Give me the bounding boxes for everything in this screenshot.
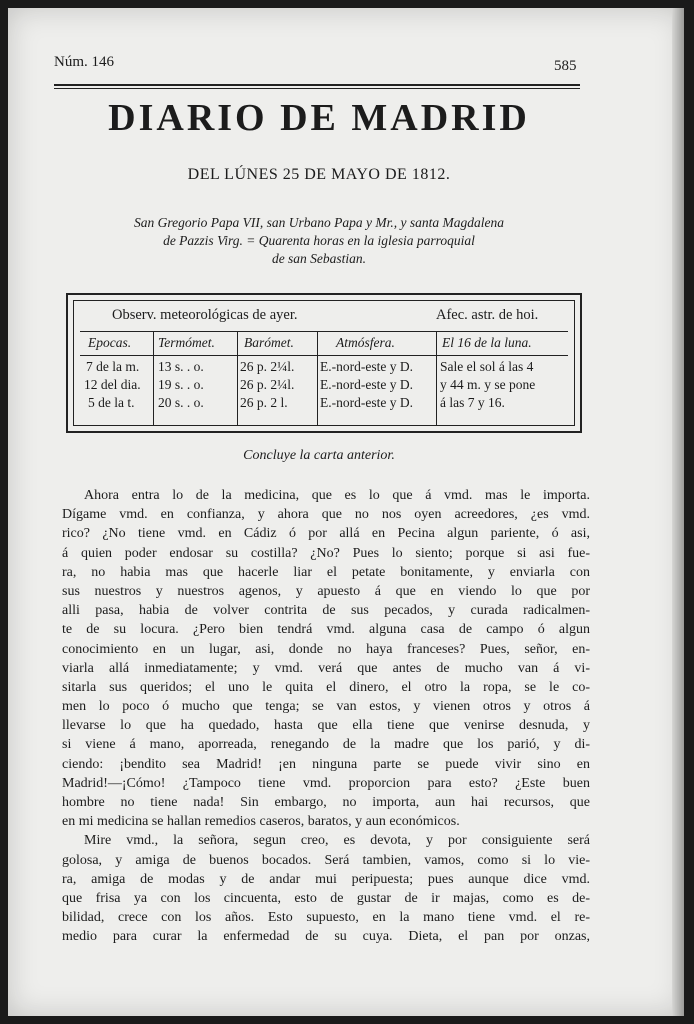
met-col-luna: El 16 de la luna. (442, 335, 532, 350)
met-cell: 12 del dia. (84, 377, 141, 392)
met-heading-right: Afec. astr. de hoi. (436, 307, 539, 323)
header-rule (54, 84, 580, 89)
article-line: bilidad, crece con los años. Esto supuesto, en la mano tiene vmd. el re- (62, 910, 590, 926)
met-column-rule (317, 331, 318, 425)
article-line: Dígame vmd. en confianza, y ahora que no nos oyen acreedores, ¿es vmd. (62, 507, 590, 523)
met-column-rule (237, 331, 238, 425)
met-cell: 19 s. . o. (158, 377, 204, 392)
article-line: sus nuestros y nuestros agenos, y apuesto á que en viendo lo que por (62, 583, 590, 599)
article-line: conocimiento en un lugar, asi, donde no haya franceses? Pues, señor, en- (62, 641, 590, 657)
met-column-rule (153, 331, 154, 425)
article-line: golosa, y amiga de buenos bocados. Será tambien, vamos, como si lo vie- (62, 852, 590, 868)
article-line: que frisa ya con los cincuenta, esto de gustar de ir majas, como es de- (62, 890, 590, 906)
met-cell: 26 p. 2 l. (240, 395, 288, 410)
article-line: hombre no tiene nada! Sin embargo, no importa, aun hai recursos, que (62, 795, 590, 810)
met-cell: E.-nord-este y D. (320, 377, 413, 392)
article-line: te de su locura. ¿Pero bien tendrá vmd. alguna casa de campo ó algun (62, 622, 590, 638)
article-line: ciendo: ¡bendito sea Madrid! ¡en ninguna parte se puede vivir sino en (62, 756, 590, 772)
met-cell: 26 p. 2¼l. (240, 359, 295, 374)
article-line: si viene á mano, aporreada, renegando de la madre que los parió, y di- (62, 737, 590, 753)
article-line: alli pasa, habia de volver contrita de sus pecados, y curada radicalmen- (62, 603, 590, 619)
met-col-barometro: Barómet. (244, 335, 294, 350)
met-cell: 7 de la m. (86, 359, 140, 374)
saints-line: San Gregorio Papa VII, san Urbano Papa y Mr., y santa Magdalena (134, 215, 504, 230)
met-cell: y 44 m. y se pone (440, 377, 536, 392)
met-cell: Sale el sol á las 4 (440, 359, 534, 374)
page-edge-shadow (672, 8, 684, 1016)
met-col-atmosfera: Atmósfera. (336, 335, 395, 350)
met-cell: E.-nord-este y D. (320, 395, 413, 410)
met-col-epocas: Epocas. (88, 335, 132, 350)
saints-line: de Pazzis Virg. = Quarenta horas en la iglesia parroquial (163, 233, 475, 248)
article-line: men lo poco ó mucho que tenga; se van estos, y vienen otros y otros á (62, 699, 590, 715)
article-line: Ahora entra lo de la medicina, que es lo que á vmd. mas le importa. (84, 488, 590, 503)
article-line: ra, no habia mas que hacerle liar el petate bonitamente, y enviarla con (62, 564, 590, 580)
met-cell: 26 p. 2¼l. (240, 377, 295, 392)
met-heading-left: Observ. meteorológicas de ayer. (112, 307, 298, 323)
issue-number: Núm. 146 (54, 54, 114, 70)
met-col-termometro: Termómet. (158, 335, 215, 350)
article-line: Mire vmd., la señora, segun creo, es devota, y por consiguiente será (84, 833, 590, 849)
masthead-title: DIARIO DE MADRID (108, 97, 530, 139)
article-line: sitarla sus queridos; el uno le quita el dinero, el otro la ropa, se le co- (62, 679, 590, 695)
article-line: Madrid!—¡Cómo! ¿Tampoco tiene vmd. proporcion para esto? ¿Este buen (62, 775, 590, 791)
met-cell: á las 7 y 16. (440, 395, 505, 410)
newspaper-page (8, 8, 684, 1016)
saints-of-the-day (54, 214, 584, 268)
meteorological-table (66, 293, 582, 433)
article-line: llevarse lo que ha quedado, hasta que ella tiene que venirse desnuda, y (62, 718, 590, 734)
article-line: ra, amiga de modas y de andar mui peripuesta; pues aunque dice vmd. (62, 871, 590, 887)
met-cell: 5 de la t. (88, 395, 135, 410)
article-line: en mi medicina se hallan remedios caseros, baratos, y aun económicos. (62, 814, 460, 830)
met-cell: 20 s. . o. (158, 395, 204, 410)
saints-line: de san Sebastian. (271, 251, 367, 266)
article-line: viarla allá inmediatamente; y vmd. verá que antes de mucho van á vi- (62, 660, 590, 676)
article-body (62, 486, 590, 947)
article-line: á quien poder endosar su costilla? ¿No? Pues lo siento; porque si asi fue- (62, 545, 590, 561)
article-subtitle: Concluye la carta anterior. (243, 448, 395, 463)
met-cell: 13 s. . o. (158, 359, 204, 374)
page-number: 585 (554, 58, 577, 74)
issue-date: DEL LÚNES 25 DE MAYO DE 1812. (187, 166, 451, 183)
article-line: rico? ¿No tiene vmd. en Cádiz ó por allá en Pecina algun pariente, ó asi, (62, 526, 590, 542)
met-cell: E.-nord-este y D. (320, 359, 413, 374)
met-column-rule (436, 331, 437, 425)
meteorological-table-inner (73, 300, 575, 426)
article-line: medio para curar la enfermedad de su cuya. Dieta, el pan por onzas, (62, 929, 590, 945)
